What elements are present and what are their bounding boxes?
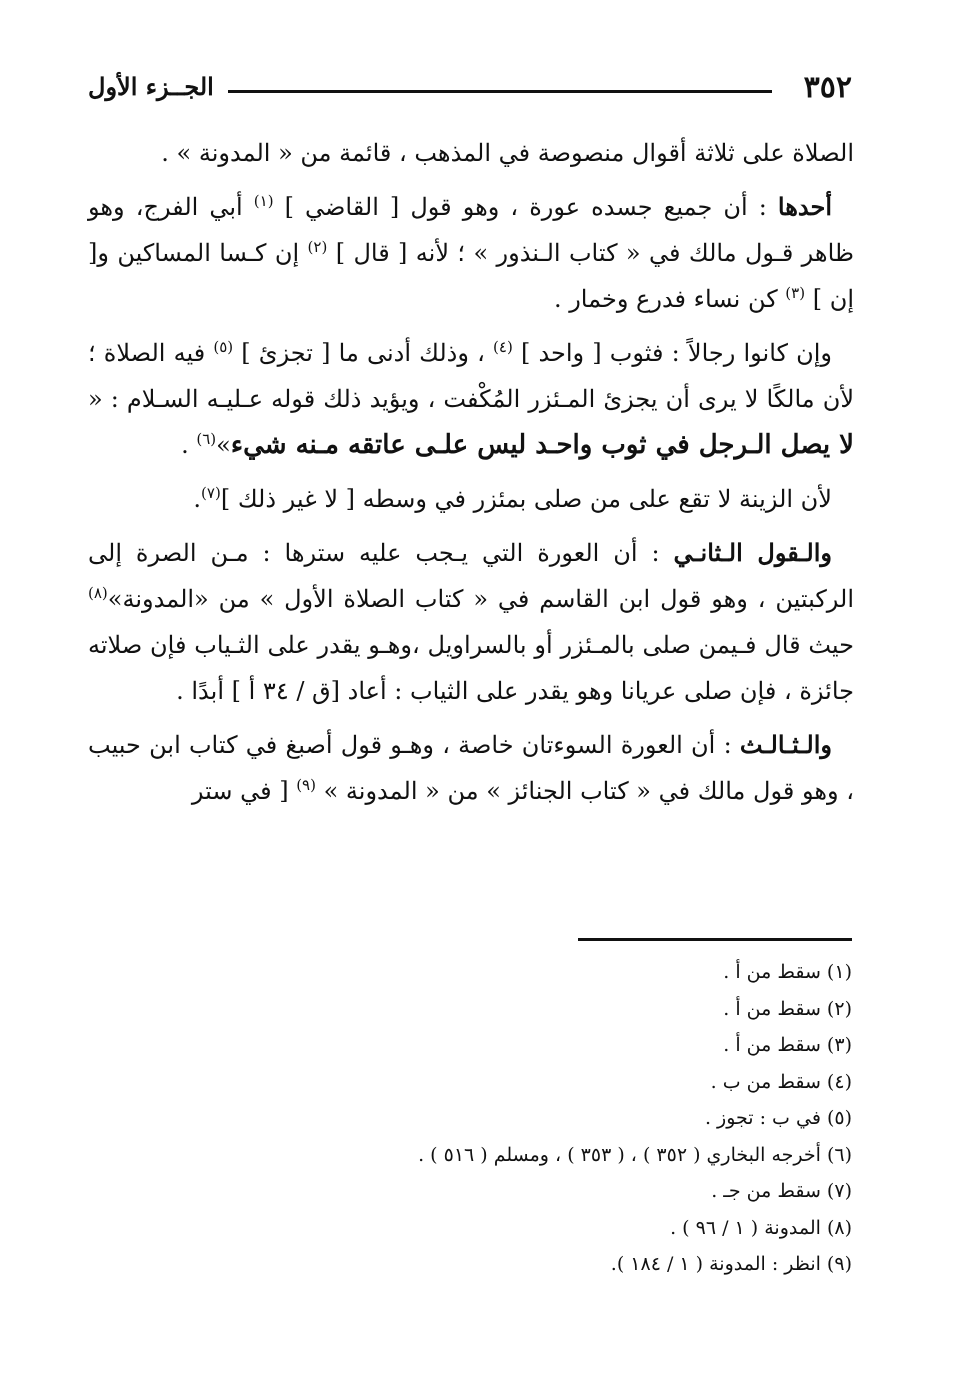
footnote-6: (٦) أخرجه البخاري ( ٣٥٢ ) ، ( ٣٥٣ ) ، ومسلم ( ٥١٦ ) . (418, 1143, 852, 1166)
volume-title: الجــزء الأول (88, 72, 214, 101)
paragraph-adornment: لأن الزينة لا تقع على من صلى بمئزر في وسطه [ لا غير ذلك ]$^{(٧)}$. (193, 484, 832, 513)
paragraph-men-garment: وإن كانوا رجالاً : فثوب [ واحد ] $^{(٤)}$ ، وذلك أدنى ما [ تجزئ ] $^{(٥)}$ فيه الصلاة ؛ لأن مالكًا لا يرى أن يجزئ المـئزر المُكْفت ، ويؤيد ذلك قوله عـليـه السـلام : « لا يصل الـرجل في ثوب واحـد ليس علـى عاتقه مـنه شيء»$^{(٦)}$ . (88, 338, 855, 460)
paragraph-third-opinion: والـثـالـث : أن العورة السوءتان خاصة ، وهـو قول أصبغ في كتاب ابن حبيب ، وهو قول مالك في « كتاب الجنائز » من « المدونة » $^{(٩)}$ [ في ستر (88, 730, 854, 805)
footnote-5: (٥) في ب : تجوز . (704, 1107, 852, 1129)
footnote-2: (٢) سقط من أ . (723, 997, 852, 1020)
footnote-ref-4[interactable]: (٤) (493, 338, 513, 356)
footnote-8: (٨) المدونة ( ١ / ٩٦ ) . (670, 1216, 852, 1239)
footnotes-list (300, 954, 852, 1283)
running-head (88, 68, 852, 112)
footnote-ref-8[interactable]: (٨) (88, 584, 108, 602)
footnote-ref-9[interactable]: (٩) (296, 776, 316, 794)
main-text (88, 130, 854, 822)
footnote-separator (578, 938, 852, 941)
header-rule (228, 90, 772, 93)
footnote-7: (٧) سقط من جـ . (711, 1180, 852, 1202)
paragraph-intro: الصلاة على ثلاثة أقوال منصوصة في المذهب ، قائمة من « المدونة » . (161, 139, 854, 167)
hadith-quote: لا يصل الـرجل في ثوب واحـد ليس علـى عاتقه مـنه شيء (230, 430, 854, 460)
first-opinion-heading: أحدها (777, 192, 832, 221)
footnote-ref-2[interactable]: (٢) (307, 238, 328, 256)
footnote-ref-1[interactable]: (١) (253, 192, 274, 210)
paragraph-second-opinion: والـقول الـثانـي : أن العورة التي يـجب عليه سترها : مـن الصرة إلى الركبتين ، وهو قول ابن القاسم في « كتاب الصلاة الأول » من «المدونة»$^{(٨)}$ حيث قال فـيمن صلى بالمـئزر أو بالسراويل ،وهـو يقدر على الثـياب فإن صلاته جائزة ، فإن صلى عريانا وهو يقدر على الثياب : أعاد [ق / ٣٤ أ ] أبدًا . (88, 538, 854, 705)
footnote-ref-7[interactable]: (٧) (201, 484, 221, 502)
third-opinion-heading: والـثـالـث (739, 730, 833, 759)
second-opinion-heading: والـقول الـثانـي (673, 538, 832, 567)
footnote-3: (٣) سقط من أ . (723, 1034, 852, 1056)
footnote-ref-3[interactable]: (٣) (785, 284, 806, 302)
page-number: ٣٥٢ (803, 70, 852, 105)
footnote-9: (٩) انظر : المدونة ( ١ / ١٨٤ ). (610, 1253, 852, 1275)
footnote-ref-5[interactable]: (٥) (213, 338, 234, 356)
footnote-1: (١) سقط من أ . (723, 961, 852, 983)
footnote-ref-6[interactable]: (٦) (196, 430, 217, 448)
footnote-4: (٤) سقط من ب . (710, 1070, 852, 1093)
paragraph-first-opinion: أحدها : أن جميع جسده عورة ، وهو قول [ القاضي ] $^{(١)}$ أبي الفرج، وهو ظاهر قـول مالك في « كتاب الـنذور » ؛ لأنه [ قال ] $^{(٢)}$ إن كـسا المساكين و[ إن ] $^{(٣)}$ كن نساء فدرع وخمار . (88, 192, 854, 313)
